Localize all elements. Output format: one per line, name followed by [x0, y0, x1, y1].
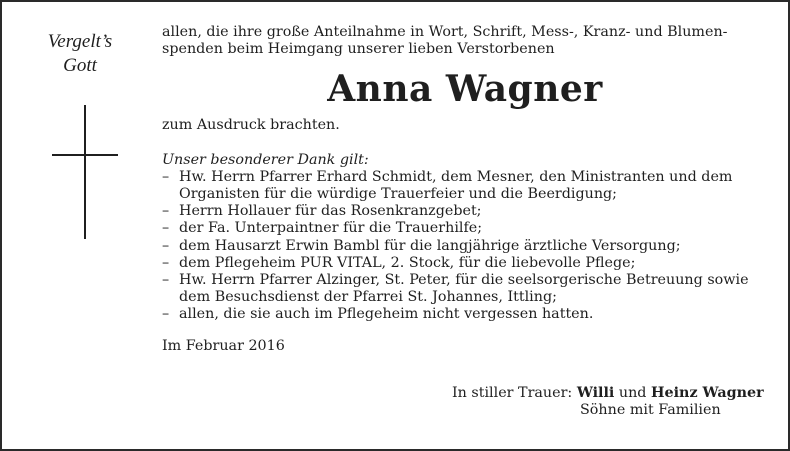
signature-name-1: Willi: [576, 385, 615, 401]
deceased-name: Anna Wagner: [327, 68, 603, 111]
list-dash: –: [162, 254, 170, 271]
thanks-heading: Unser besonderer Dank gilt:: [162, 151, 369, 168]
thanks-item: [162, 306, 768, 323]
thanks-item: [162, 220, 768, 237]
signature-name-2: Heinz Wagner: [651, 385, 764, 401]
thanks-item-line-1: Herrn Hollauer für das Rosenkranzgebet;: [179, 203, 482, 220]
thanks-item-line-1: allen, die sie auch im Pflegeheim nicht vergessen hatten.: [179, 306, 594, 323]
signature-block: [452, 385, 768, 419]
thanks-item-line-1: Hw. Herrn Pfarrer Erhard Schmidt, dem Mesner, den Ministranten und dem: [179, 168, 733, 185]
thanks-item-line-1: der Fa. Unterpaintner für die Trauerhilfe;: [179, 220, 483, 237]
list-dash: –: [162, 220, 170, 237]
motto-line-1: Vergelt’s: [47, 31, 113, 52]
obituary-text: [162, 24, 768, 355]
thanks-item-line-1: dem Hausarzt Erwin Bambl für die langjährige ärztliche Versorgung;: [179, 237, 681, 254]
intro-line-1: allen, die ihre große Anteilnahme in Wort, Schrift, Mess-, Kranz- und Blumen-: [162, 24, 728, 40]
thanks-item-line-2: Organisten für die würdige Trauerfeier und die Beerdigung;: [179, 186, 618, 203]
signature-lead: In stiller Trauer:: [452, 385, 573, 401]
thanks-item-line-2: dem Besuchsdienst der Pfarrei St. Johannes, Ittling;: [179, 289, 557, 306]
signature-line: [452, 385, 768, 402]
motto: [28, 30, 132, 78]
thanks-list: [162, 169, 768, 324]
intro-paragraph: [162, 24, 768, 58]
list-dash: –: [162, 237, 170, 254]
thanks-item: [162, 169, 768, 203]
signature-subline: Söhne mit Familien: [580, 402, 721, 419]
cross-vertical-bar: [84, 105, 86, 239]
closing-line: zum Ausdruck brachten.: [162, 117, 340, 134]
thanks-item-line-1: Hw. Herrn Pfarrer Alzinger, St. Peter, für die seelsorgerische Betreuung sowie: [179, 272, 749, 289]
list-dash: –: [162, 168, 170, 185]
thanks-item-line-1: dem Pflegeheim PUR VITAL, 2. Stock, für die liebevolle Pflege;: [179, 254, 636, 271]
list-dash: –: [162, 306, 170, 323]
cross-horizontal-bar: [52, 154, 118, 156]
intro-line-2: spenden beim Heimgang unserer lieben Verstorbenen: [162, 41, 555, 58]
list-dash: –: [162, 203, 170, 220]
cross-icon: [52, 105, 118, 239]
thanks-item: [162, 238, 768, 255]
date-line: Im Februar 2016: [162, 337, 285, 354]
thanks-item: [162, 203, 768, 220]
motto-line-2: Gott: [63, 55, 97, 76]
thanks-item: [162, 255, 768, 272]
list-dash: –: [162, 272, 170, 289]
signature-conjunction: und: [618, 385, 647, 401]
thanks-item: [162, 272, 768, 306]
